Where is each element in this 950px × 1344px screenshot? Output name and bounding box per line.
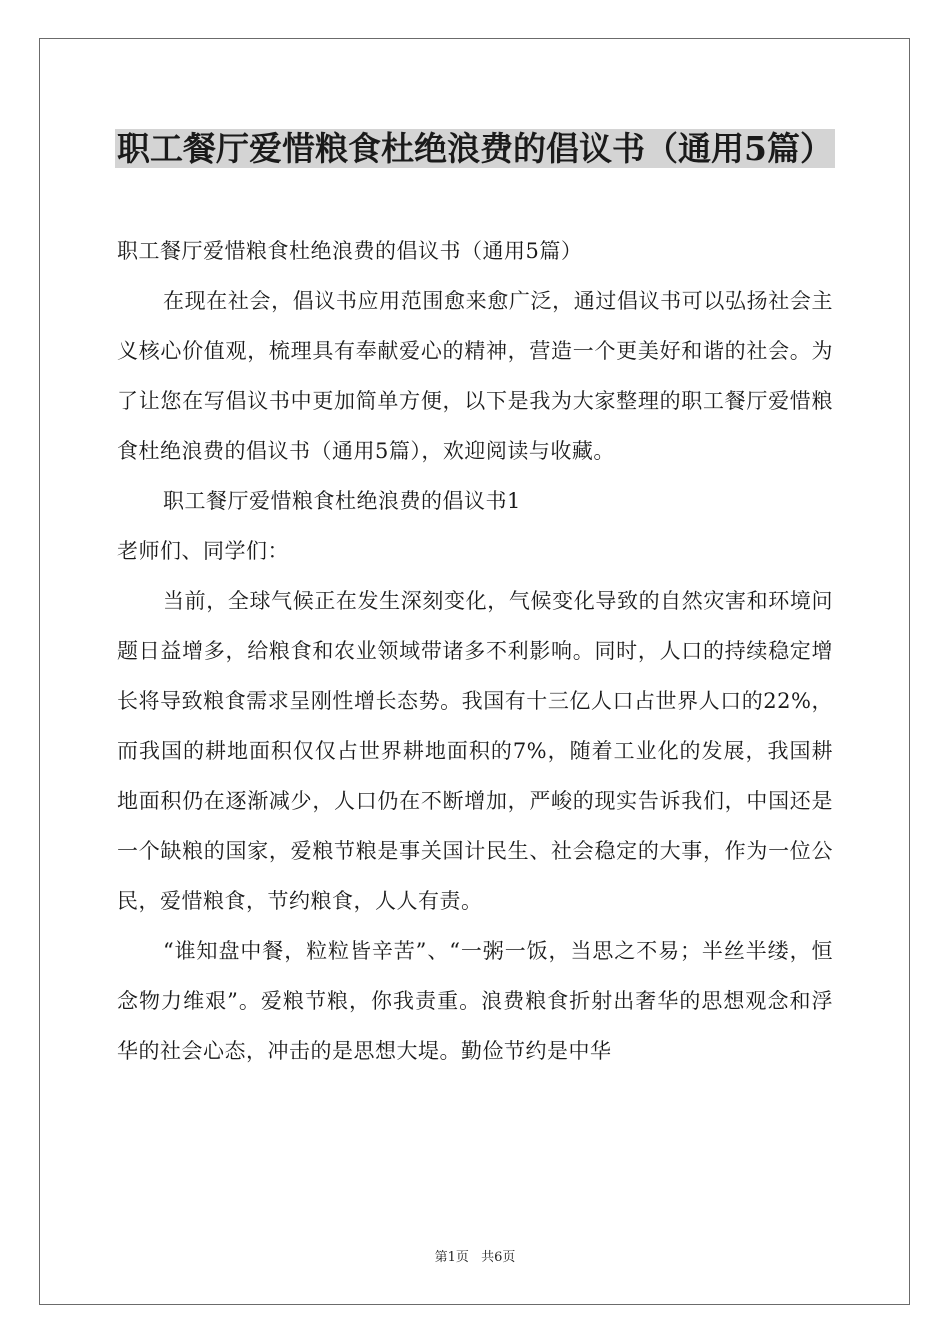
- page-total: 共6页: [481, 1250, 516, 1265]
- page-footer: [0, 1246, 950, 1265]
- document-body: [117, 226, 833, 1076]
- salutation: 老师们、同学们：: [117, 539, 289, 563]
- title-block: [60, 126, 890, 172]
- page-number: 第1页: [434, 1250, 469, 1265]
- paragraph: 当前，全球气候正在发生深刻变化，气候变化导致的自然灾害和环境问题日益增多，给粮食和农业领域带诸多不利影响。同时，人口的持续稳定增长将导致粮食需求呈刚性增长态势。我国有十三亿人口占世界人口的22%，而我国的耕地面积仅仅占世界耕地面积的7%，随着工业化的发展，我国耕地面积仍在逐渐减少，人口仍在不断增加，严峻的现实告诉我们，中国还是一个缺粮的国家，爱粮节粮是事关国计民生、社会稳定的大事，作为一位公民，爱惜粮食，节约粮食，人人有责。: [117, 589, 833, 913]
- paragraph: “谁知盘中餐，粒粒皆辛苦”、“一粥一饭，当思之不易；半丝半缕，恒念物力维艰”。爱粮节粮，你我责重。浪费粮食折射出奢华的思想观念和浮华的社会心态，冲击的是思想大堤。勤俭节约是中华: [117, 939, 833, 1063]
- paragraph: 在现在社会，倡议书应用范围愈来愈广泛，通过倡议书可以弘扬社会主义核心价值观，梳理具有奉献爱心的精神，营造一个更美好和谐的社会。为了让您在写倡议书中更加简单方便，以下是我为大家整理的职工餐厅爱惜粮食杜绝浪费的倡议书（通用5篇），欢迎阅读与收藏。: [117, 289, 833, 463]
- paragraph: 职工餐厅爱惜粮食杜绝浪费的倡议书（通用5篇）: [117, 239, 583, 263]
- section-heading: 职工餐厅爱惜粮食杜绝浪费的倡议书1: [163, 489, 521, 513]
- document-title: 职工餐厅爱惜粮食杜绝浪费的倡议书（通用5篇）: [117, 129, 833, 168]
